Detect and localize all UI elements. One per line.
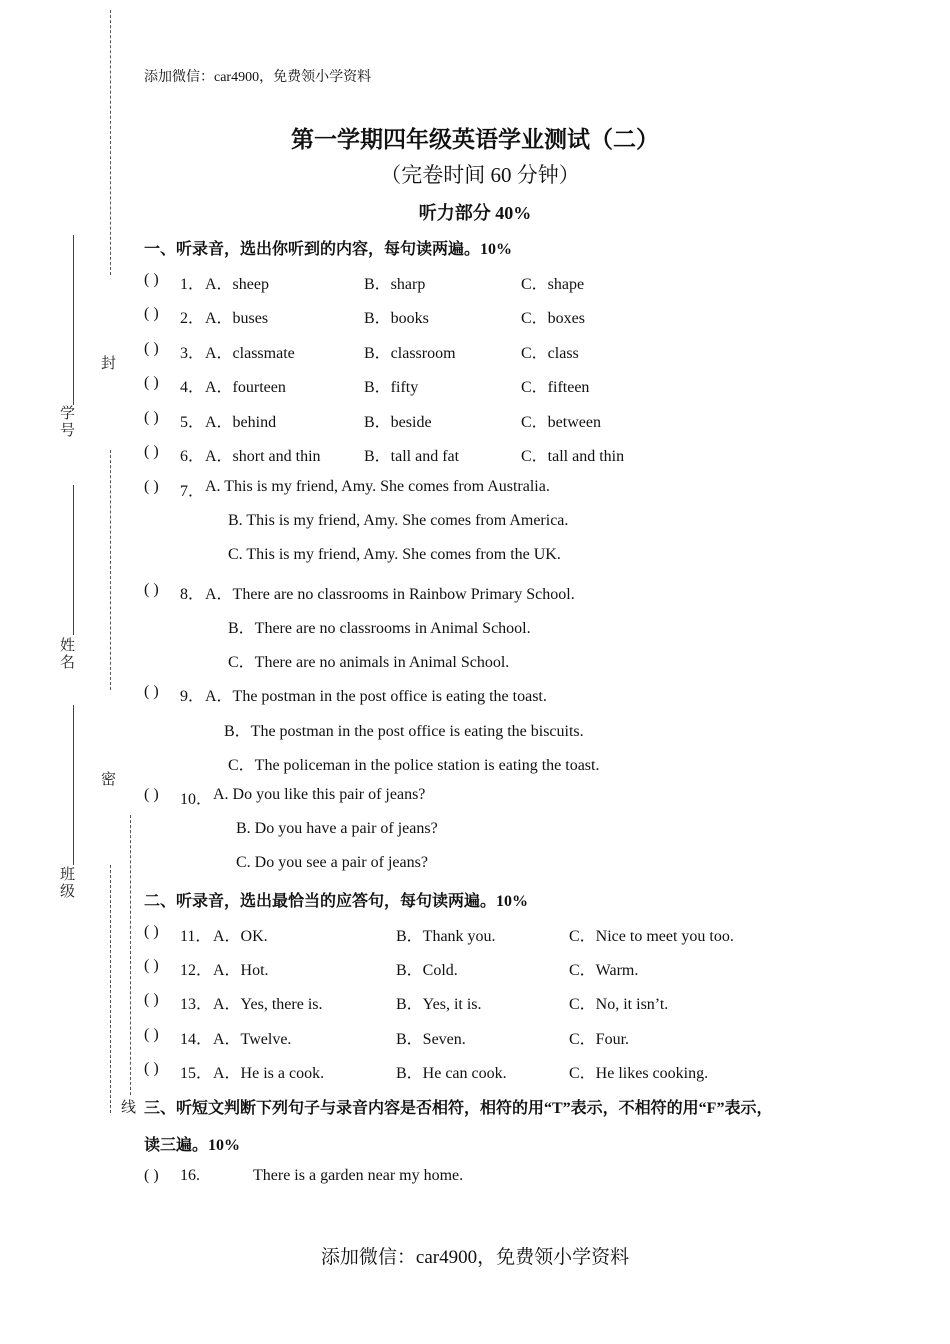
name-label: 姓名 (58, 637, 74, 671)
option-b: B．fifty (364, 379, 419, 396)
option-c: C．Nice to meet you too. (569, 928, 734, 945)
option-a: A．He is a cook. (213, 1065, 325, 1082)
section2-heading: 二、听录音，选出最恰当的应答句，每句读两遍。10% (144, 893, 529, 910)
option-a: A．behind (205, 414, 277, 431)
question-number: 1． (180, 276, 205, 293)
option-c: C．class (521, 345, 579, 362)
option-b: B．classroom (364, 345, 456, 362)
option-c: C. This is my friend, Amy. She comes from the UK. (228, 546, 561, 563)
seal-char-mi: 密 (101, 772, 117, 788)
answer-bracket[interactable]: ( ) (144, 1167, 159, 1184)
option-c: C．between (521, 414, 601, 431)
question-number: 4． (180, 379, 205, 396)
class-line (73, 705, 74, 865)
option-c: C．No, it isn’t. (569, 996, 669, 1013)
question-number: 9． (180, 688, 205, 705)
option-b: B．Thank you. (396, 928, 496, 945)
question-number: 6． (180, 448, 205, 465)
section3-heading-line1: 三、听短文判断下列句子与录音内容是否相符，相符的用“T”表示，不相符的用“F”表示， (144, 1100, 773, 1117)
option-b: B．books (364, 310, 429, 327)
option-b: B．beside (364, 414, 432, 431)
option-a: A．There are no classrooms in Rainbow Primary School. (205, 586, 575, 603)
option-a: A. This is my friend, Amy. She comes from Australia. (205, 478, 550, 495)
answer-bracket[interactable]: ( ) (144, 271, 159, 288)
option-b: B. Do you have a pair of jeans? (236, 820, 438, 837)
option-a: A．Yes, there is. (213, 996, 323, 1013)
answer-bracket[interactable]: ( ) (144, 991, 159, 1008)
answer-bracket[interactable]: ( ) (144, 340, 159, 357)
option-c: C．Warm. (569, 962, 639, 979)
option-b: B．tall and fat (364, 448, 460, 465)
question-number: 12． (180, 962, 213, 979)
page-title: 第一学期四年级英语学业测试（二） (291, 127, 659, 153)
binding-dashed-line-bottom (110, 865, 111, 1113)
option-c: C. Do you see a pair of jeans? (236, 854, 428, 871)
statement-text: There is a garden near my home. (253, 1167, 464, 1184)
answer-bracket[interactable]: ( ) (144, 581, 159, 598)
header-note: 添加微信：car4900，免费领小学资料 (144, 70, 372, 85)
option-a: A. Do you like this pair of jeans? (213, 786, 426, 803)
question-number: 10． (180, 791, 213, 808)
answer-bracket[interactable]: ( ) (144, 957, 159, 974)
option-c: C．boxes (521, 310, 586, 327)
student-id-label: 学号 (58, 405, 74, 439)
option-b: B. This is my friend, Amy. She comes from America. (228, 512, 569, 529)
option-a: A．Hot. (213, 962, 269, 979)
footer-note: 添加微信：car4900，免费领小学资料 (320, 1247, 630, 1268)
option-a: A．short and thin (205, 448, 321, 465)
option-a: A．The postman in the post office is eating the toast. (205, 688, 547, 705)
option-c: C．tall and thin (521, 448, 625, 465)
option-a: A．classmate (205, 345, 295, 362)
option-c: C．fifteen (521, 379, 590, 396)
question-number: 3． (180, 345, 205, 362)
option-c: C．shape (521, 276, 585, 293)
seal-char-xian: 线 (121, 1100, 137, 1116)
student-id-line (73, 235, 74, 405)
section3-heading-line2: 读三遍。10% (144, 1137, 241, 1154)
answer-bracket[interactable]: ( ) (144, 683, 159, 700)
question-number: 14． (180, 1031, 213, 1048)
question-number: 2． (180, 310, 205, 327)
option-b: B．He can cook. (396, 1065, 507, 1082)
section1-heading: 一、听录音，选出你听到的内容，每句读两遍。10% (144, 241, 513, 258)
option-a: A．fourteen (205, 379, 286, 396)
answer-bracket[interactable]: ( ) (144, 1060, 159, 1077)
option-b: B．There are no classrooms in Animal School. (228, 620, 531, 637)
option-c: C．There are no animals in Animal School. (228, 654, 510, 671)
answer-bracket[interactable]: ( ) (144, 305, 159, 322)
option-b: B．sharp (364, 276, 426, 293)
option-b: B．Seven. (396, 1031, 466, 1048)
option-a: A．Twelve. (213, 1031, 292, 1048)
answer-bracket[interactable]: ( ) (144, 478, 159, 495)
option-c: C．He likes cooking. (569, 1065, 709, 1082)
answer-bracket[interactable]: ( ) (144, 786, 159, 803)
question-number: 13． (180, 996, 213, 1013)
question-number: 7． (180, 483, 205, 500)
answer-bracket[interactable]: ( ) (144, 1026, 159, 1043)
question-number: 11． (180, 928, 212, 945)
binding-dashed-line-lower (130, 815, 131, 1095)
seal-char-feng: 封 (101, 356, 117, 372)
option-a: A．buses (205, 310, 269, 327)
option-a: A．OK. (213, 928, 268, 945)
option-b: B．Cold. (396, 962, 458, 979)
class-label: 班级 (58, 866, 74, 900)
answer-bracket[interactable]: ( ) (144, 409, 159, 426)
question-number: 5． (180, 414, 205, 431)
question-number: 8． (180, 586, 205, 603)
name-line (73, 485, 74, 635)
option-b: B．Yes, it is. (396, 996, 482, 1013)
answer-bracket[interactable]: ( ) (144, 374, 159, 391)
part-heading: 听力部分 40% (418, 203, 532, 223)
option-c: C．The policeman in the police station is eating the toast. (228, 757, 600, 774)
binding-dashed-line-middle (110, 450, 111, 690)
option-c: C．Four. (569, 1031, 630, 1048)
answer-bracket[interactable]: ( ) (144, 443, 159, 460)
answer-bracket[interactable]: ( ) (144, 923, 159, 940)
question-number: 16. (180, 1167, 200, 1184)
page-subtitle: （完卷时间 60 分钟） (380, 163, 580, 187)
option-b: B．The postman in the post office is eating the biscuits. (224, 723, 584, 740)
option-a: A．sheep (205, 276, 269, 293)
question-number: 15． (180, 1065, 213, 1082)
